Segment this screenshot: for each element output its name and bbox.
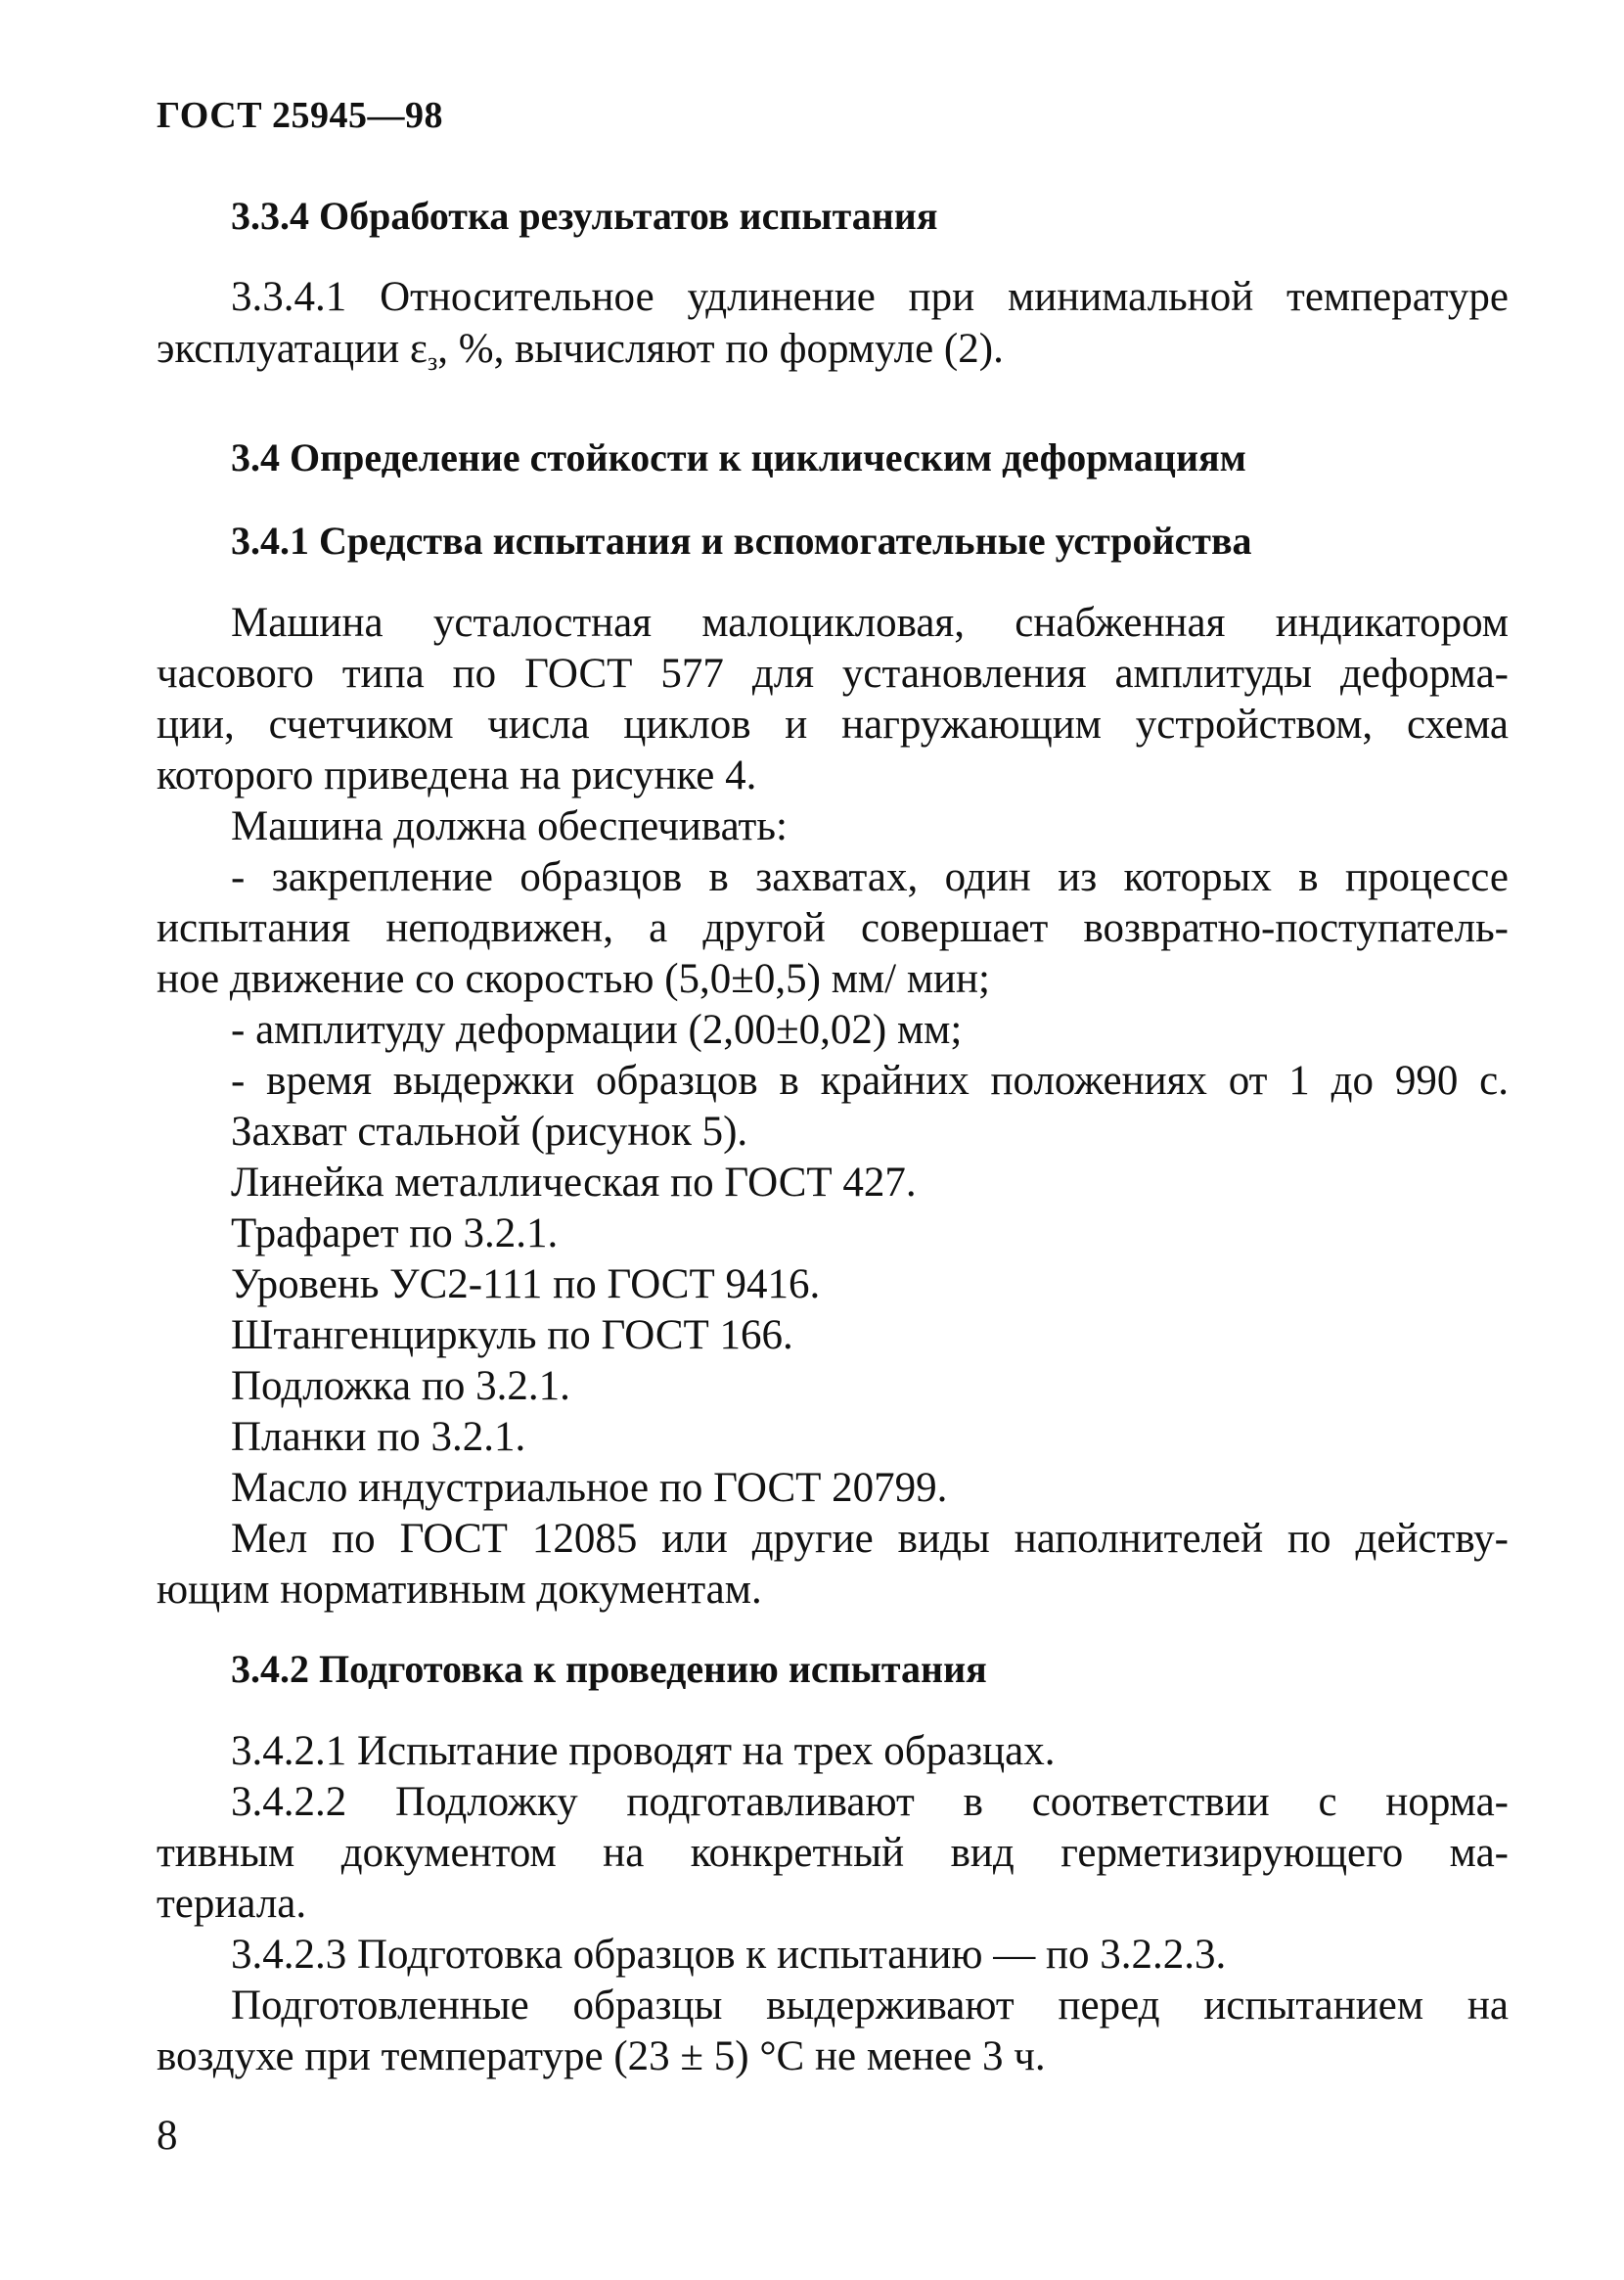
epsilon-subscript: з: [427, 347, 438, 376]
chalk-line-1: Мел по ГОСТ 12085 или другие виды наполнителей по действу-: [231, 1516, 1509, 1562]
prepared-line-1: Подготовленные образцы выдерживают перед испытанием на: [231, 1983, 1509, 2029]
chalk-line-2: ющим нормативным документам.: [157, 1567, 762, 1613]
machine-paragraph-line-3: ции, счетчиком числа циклов и нагружающим устройством, схема: [157, 702, 1509, 748]
paragraph-3-4-2-1: 3.4.2.1 Испытание проводят на трех образцах.: [231, 1728, 1056, 1774]
equipment-item-3: Трафарет по 3.2.1.: [231, 1210, 559, 1256]
paragraph-3-4-2-2-line-1: 3.4.2.2 Подложку подготавливают в соответствии с норма-: [231, 1779, 1509, 1825]
equipment-item-1: Захват стальной (рисунок 5).: [231, 1109, 748, 1155]
machine-paragraph-line-4: которого приведена на рисунке 4.: [157, 752, 757, 798]
equipment-item-2: Линейка металлическая по ГОСТ 427.: [231, 1160, 917, 1206]
requirement-2-line: - амплитуду деформации (2,00±0,02) мм;: [231, 1007, 963, 1053]
machine-paragraph-line-2: часового типа по ГОСТ 577 для установления амплитуды деформа-: [157, 651, 1509, 697]
prepared-line-2: воздухе при температуре (23 ± 5) °С не менее 3 ч.: [157, 2033, 1046, 2079]
requirement-3-line: - время выдержки образцов в крайних положениях от 1 до 990 с.: [231, 1058, 1509, 1104]
paragraph-3-4-2-2-line-3: териала.: [157, 1881, 307, 1927]
heading-3-4: 3.4 Определение стойкости к циклическим деформациям: [231, 435, 1246, 479]
paragraph-3-4-2-2-line-2: тивным документом на конкретный вид герметизирующего ма-: [157, 1830, 1509, 1876]
equipment-item-4: Уровень УС2-111 по ГОСТ 9416.: [231, 1261, 821, 1307]
equipment-item-8: Масло индустриальное по ГОСТ 20799.: [231, 1465, 948, 1511]
heading-3-3-4: 3.3.4 Обработка результатов испытания: [231, 194, 938, 238]
requirement-1-line-3: ное движение со скоростью (5,0±0,5) мм/ мин;: [157, 956, 991, 1002]
heading-3-4-1: 3.4.1 Средства испытания и вспомогательные устройства: [231, 519, 1252, 563]
must-provide-line: Машина должна обеспечивать:: [231, 803, 788, 849]
page-number: 8: [157, 2113, 178, 2159]
requirement-1-line-1: - закрепление образцов в захватах, один из которых в процессе: [231, 854, 1509, 900]
requirement-1-line-2: испытания неподвижен, а другой совершает возвратно-поступатель-: [157, 905, 1509, 951]
heading-3-4-2: 3.4.2 Подготовка к проведению испытания: [231, 1647, 987, 1691]
epsilon-symbol-text: эксплуатации ε: [157, 326, 428, 372]
document-header-code: ГОСТ 25945—98: [157, 95, 444, 136]
machine-paragraph-line-1: Машина усталостная малоцикловая, снабженная индикатором: [231, 600, 1509, 646]
paragraph-3-3-4-1-line-2: [157, 325, 1004, 387]
paragraph-3-3-4-1-tail: , %, вычисляют по формуле (2).: [437, 326, 1004, 372]
paragraph-3-3-4-1-line-1: 3.3.4.1 Относительное удлинение при минимальной температуре: [231, 274, 1509, 320]
equipment-item-5: Штангенциркуль по ГОСТ 166.: [231, 1312, 793, 1358]
equipment-item-6: Подложка по 3.2.1.: [231, 1363, 570, 1409]
paragraph-3-4-2-3: 3.4.2.3 Подготовка образцов к испытанию — по 3.2.2.3.: [231, 1932, 1227, 1978]
equipment-item-7: Планки по 3.2.1.: [231, 1414, 526, 1460]
